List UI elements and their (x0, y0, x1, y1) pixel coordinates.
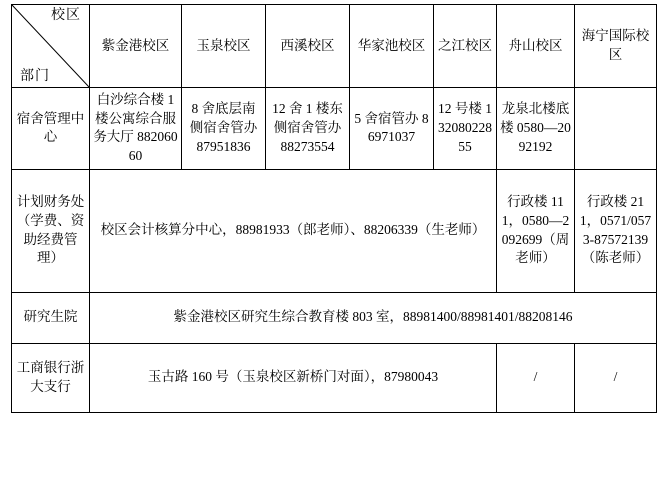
cell-finance-haining: 行政楼 211，0571/0573-87572139（陈老师） (575, 169, 657, 292)
cell-graduate-school-merged: 紫金港校区研究生综合教育楼 803 室，88981400/88981401/88208146 (90, 292, 657, 343)
cell-dorm-zhijiang: 12 号楼 13208022855 (434, 88, 497, 170)
corner-header-top-label: 校区 (51, 8, 81, 23)
table-header-row (12, 5, 657, 88)
cell-finance-zhoushan: 行政楼 111，0580—2092699（周老师） (497, 169, 575, 292)
column-header-zhoushan: 舟山校区 (497, 5, 575, 88)
row-label-icbc-branch: 工商银行浙大支行 (12, 343, 90, 412)
cell-dorm-zhoushan: 龙泉北楼底楼 0580—2092192 (497, 88, 575, 170)
column-header-haining: 海宁国际校区 (575, 5, 657, 88)
cell-dorm-yuquan: 8 舍底层南侧宿舍管办 87951836 (182, 88, 266, 170)
row-label-finance-office: 计划财务处（学费、资助经费管理） (12, 169, 90, 292)
cell-dorm-huajiachi: 5 舍宿管办 86971037 (350, 88, 434, 170)
table-row (12, 343, 657, 412)
corner-header-bottom-label: 部门 (20, 68, 50, 84)
corner-header-cell (12, 5, 90, 88)
table-row (12, 169, 657, 292)
table-row (12, 88, 657, 170)
cell-icbc-haining: / (575, 343, 657, 412)
document-page (0, 4, 669, 477)
cell-finance-merged: 校区会计核算分中心，88981933（郎老师）、88206339（生老师） (90, 169, 497, 292)
cell-icbc-zhoushan: / (497, 343, 575, 412)
column-header-yuquan: 玉泉校区 (182, 5, 266, 88)
cell-icbc-merged: 玉古路 160 号（玉泉校区新桥门对面），87980043 (90, 343, 497, 412)
cell-dorm-zijingang: 白沙综合楼 1 楼公寓综合服务大厅 88206060 (90, 88, 182, 170)
table-row (12, 292, 657, 343)
cell-dorm-haining (575, 88, 657, 170)
column-header-zhijiang: 之江校区 (434, 5, 497, 88)
cell-dorm-xixi: 12 舍 1 楼东侧宿舍管办 88273554 (266, 88, 350, 170)
column-header-huajiachi: 华家池校区 (350, 5, 434, 88)
column-header-xixi: 西溪校区 (266, 5, 350, 88)
campus-contacts-table (11, 4, 657, 413)
row-label-dormitory-management: 宿舍管理中心 (12, 88, 90, 170)
column-header-zijingang: 紫金港校区 (90, 5, 182, 88)
row-label-graduate-school: 研究生院 (12, 292, 90, 343)
